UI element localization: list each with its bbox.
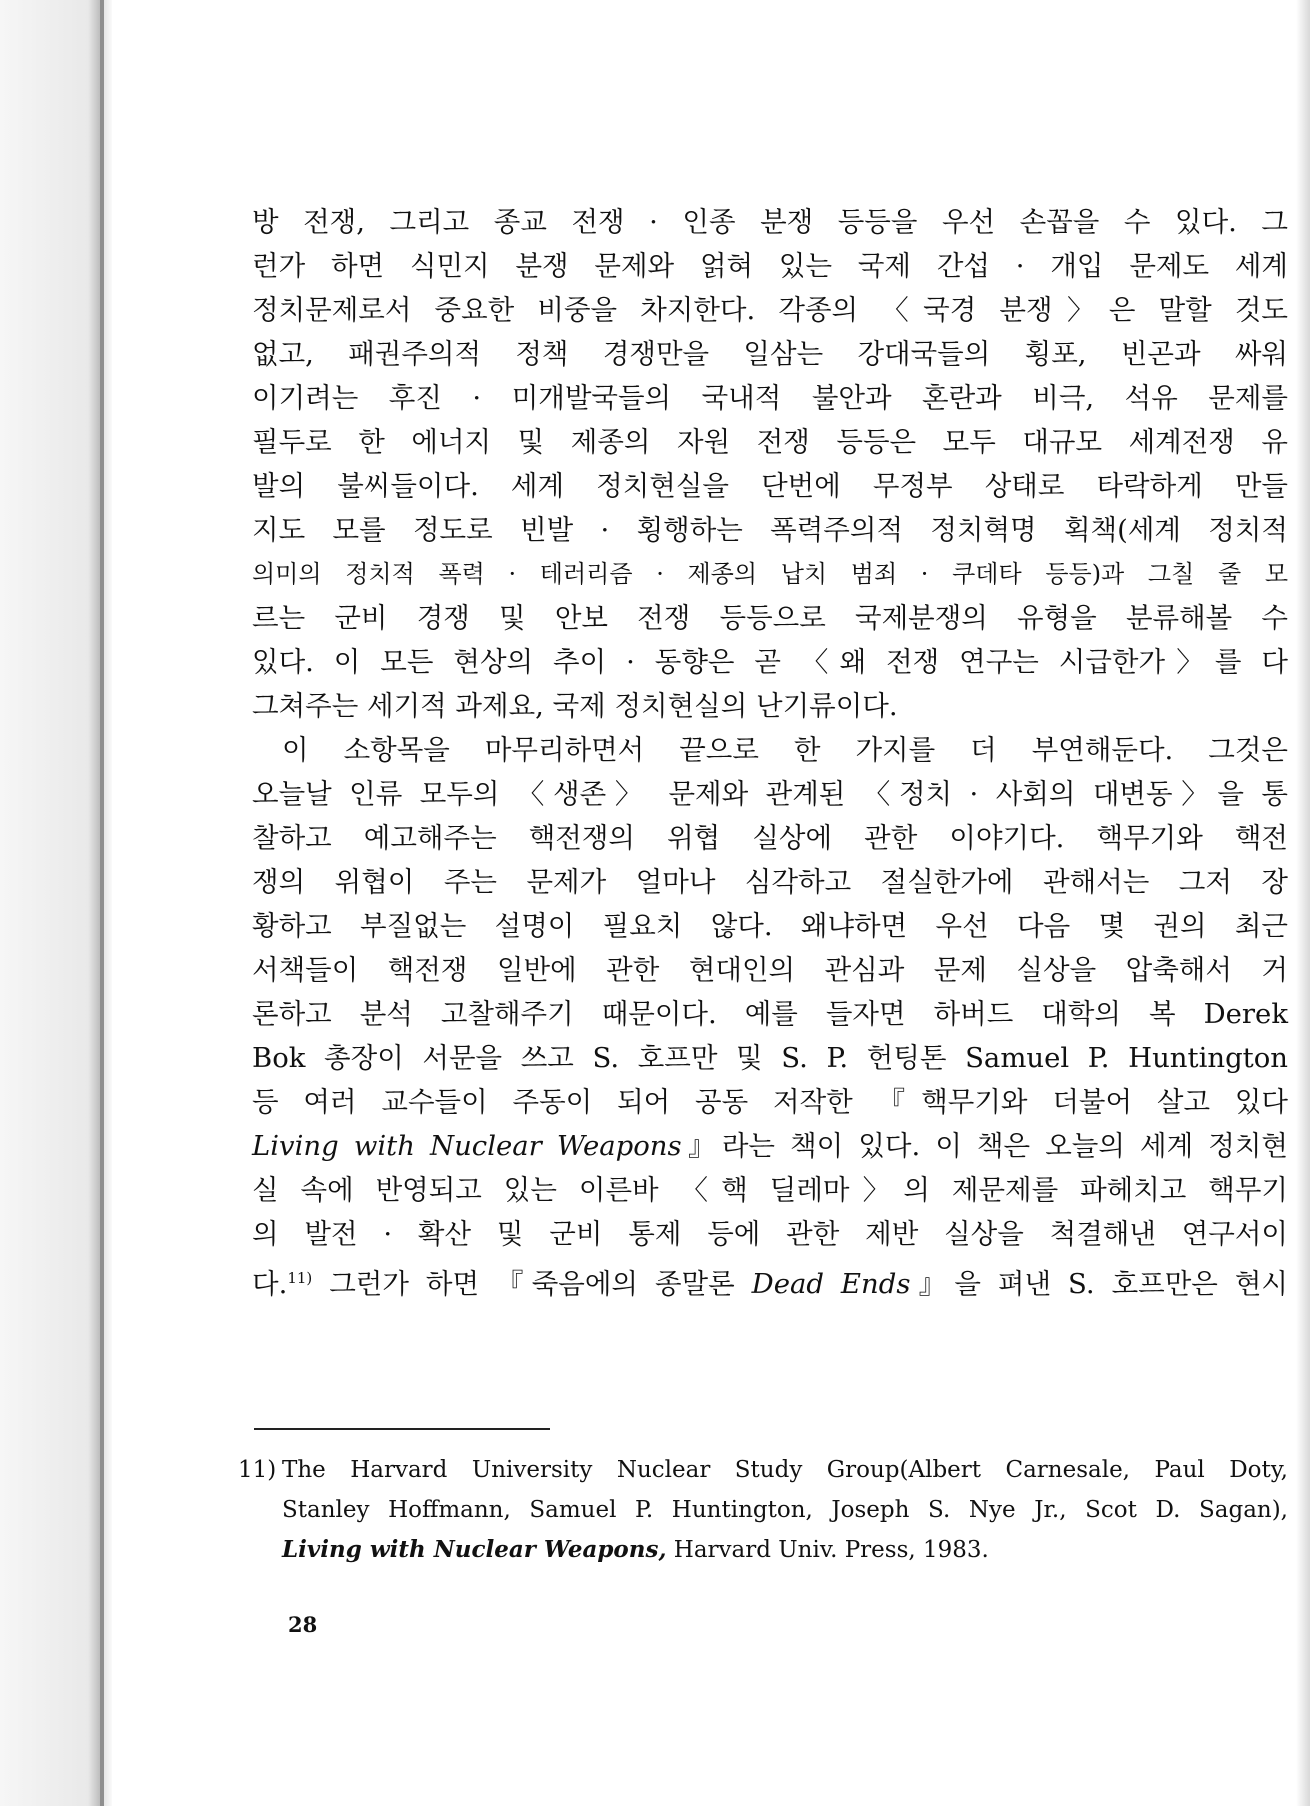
footnote-number: 11) [238, 1457, 277, 1483]
text-line: 필두로 한 에너지 및 제종의 자원 전쟁 등등은 모두 대규모 세계전쟁 유 [252, 426, 1288, 458]
text-line: 이기려는 후진 · 미개발국들의 국내적 불안과 혼란과 비극, 석유 문제를 [252, 382, 1288, 414]
text-line: 발의 불씨들이다. 세계 정치현실을 단번에 무정부 상태로 타락하게 만들 [252, 470, 1288, 502]
body-text [252, 200, 1288, 1300]
text-line: 황하고 부질없는 설명이 필요치 않다. 왜냐하면 우선 다음 몇 권의 최근 [252, 910, 1288, 942]
text-line: 르는 군비 경쟁 및 안보 전쟁 등등으로 국제분쟁의 유형을 분류해볼 수 [252, 602, 1288, 634]
text-line: 등 여러 교수들이 주동이 되어 공동 저작한 『핵무기와 더불어 살고 있다 [252, 1086, 1288, 1118]
text-line: 이 소항목을 마무리하면서 끝으로 한 가지를 더 부연해둔다. 그것은 [282, 734, 1288, 766]
text-span: 다. [252, 1268, 288, 1301]
text-line: 지도 모를 정도로 빈발 · 횡행하는 폭력주의적 정치혁명 획책(세계 정치적 [252, 514, 1288, 546]
text-line [252, 1256, 1288, 1300]
text-line: 정치문제로서 중요한 비중을 차지한다. 각종의 〈국경 분쟁〉은 말할 것도 [252, 294, 1288, 326]
text-line: 실 속에 반영되고 있는 이른바 〈핵 딜레마〉의 제문제를 파헤치고 핵무기 [252, 1174, 1288, 1206]
footnote [238, 1450, 1288, 1570]
book-spine [100, 0, 104, 1806]
text-span: 』을 펴낸 S. 호프만은 현시 [910, 1268, 1288, 1301]
text-line: 론하고 분석 고찰해주기 때문이다. 예를 들자면 하버드 대학의 복 Derek [252, 998, 1288, 1030]
book-gutter-shadow [0, 0, 112, 1806]
footnote-line [238, 1450, 1288, 1490]
footnote-line: Stanley Hoffmann, Samuel P. Huntington, Joseph S. Nye Jr., Scot D. Sagan), [282, 1497, 1288, 1523]
footnote-divider [254, 1428, 550, 1430]
text-line: 서책들이 핵전쟁 일반에 관한 현대인의 관심과 문제 실상을 압축해서 거 [252, 954, 1288, 986]
footnote-line [238, 1530, 1288, 1570]
footnote-text: Harvard Univ. Press, 1983. [666, 1537, 989, 1563]
book-title-italic: Dead Ends [751, 1268, 911, 1301]
footnote-text: The Harvard University Nuclear Study Group(Albert Carnesale, Paul Doty, [282, 1457, 1288, 1483]
text-line: 찰하고 예고해주는 핵전쟁의 위협 실상에 관한 이야기다. 핵무기와 핵전 [252, 822, 1288, 854]
text-line: 없고, 패권주의적 정책 경쟁만을 일삼는 강대국들의 횡포, 빈곤과 싸워 [252, 338, 1288, 370]
text-line: Bok 총장이 서문을 쓰고 S. 호프만 및 S. P. 헌팅톤 Samuel P. Huntington [252, 1042, 1288, 1074]
book-title-italic: Living with Nuclear Weapons [252, 1130, 682, 1162]
text-line: 런가 하면 식민지 분쟁 문제와 얽혀 있는 국제 간섭 · 개입 문제도 세계 [252, 250, 1288, 282]
text-span: 그런가 하면 『죽음에의 종말론 [312, 1268, 752, 1301]
footnote-marker: 11) [287, 1269, 313, 1287]
page-edge-shadow [1296, 0, 1310, 1806]
page-number: 28 [288, 1612, 318, 1637]
text-line: 의 발전 · 확산 및 군비 통제 등에 관한 제반 실상을 척결해낸 연구서이 [252, 1218, 1288, 1250]
text-line: 쟁의 위협이 주는 문제가 얼마나 심각하고 절실한가에 관해서는 그저 장 [252, 866, 1288, 898]
book-page [112, 0, 1296, 1806]
text-line: 그쳐주는 세기적 과제요, 국제 정치현실의 난기류이다. [252, 690, 898, 722]
text-line: 오늘날 인류 모두의 〈생존〉 문제와 관계된 〈정치 · 사회의 대변동〉을 통 [252, 778, 1288, 810]
text-span: 』라는 책이 있다. 이 책은 오늘의 세계 정치현 [681, 1130, 1288, 1162]
text-line: 방 전쟁, 그리고 종교 전쟁 · 인종 분쟁 등등을 우선 손꼽을 수 있다. 그 [252, 206, 1288, 238]
text-line [252, 1124, 1288, 1168]
text-line: 의미의 정치적 폭력 · 테러리즘 · 제종의 납치 범죄 · 쿠데타 등등)과 그칠 줄 모 [252, 560, 1288, 588]
footnote-title-italic: Living with Nuclear Weapons, [282, 1536, 667, 1563]
text-line: 있다. 이 모든 현상의 추이 · 동향은 곧 〈왜 전쟁 연구는 시급한가〉를 다 [252, 646, 1288, 678]
